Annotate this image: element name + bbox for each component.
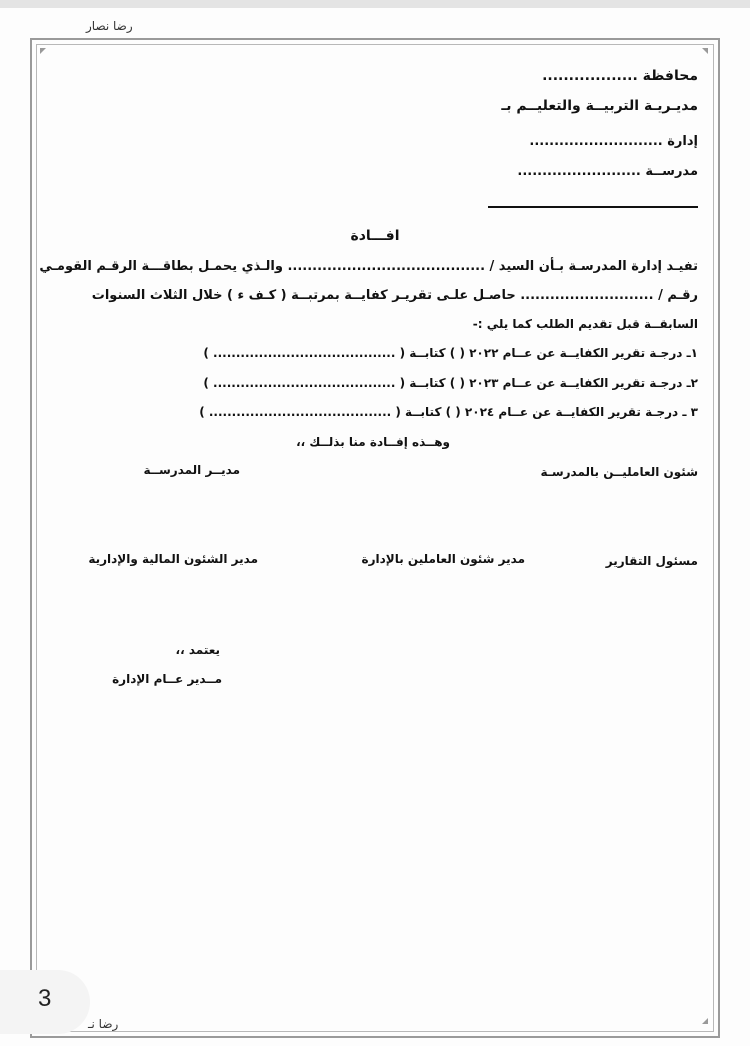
signature-reports-officer: مسئول التقارير <box>605 554 698 568</box>
grade-item-2023: ٢ـ درجـة تقرير الكفايــة عن عــام ٢٠٢٣ ( ) كتابــة ( ........................................ ) <box>203 376 698 390</box>
page-number: 3 <box>38 985 52 1012</box>
body-line-2: رقـم / ........................... حاصـل علـى تقريـر كفايــة بمرتبــة ( كـف ء ) خلال الثلاث السنوات <box>91 288 698 303</box>
top-strip <box>0 0 750 8</box>
signature-principal: مديــر المدرســة <box>143 463 240 477</box>
approved-label: يعتمد ،، <box>175 643 220 657</box>
header-divider <box>488 206 698 208</box>
corner-mark-icon <box>702 1018 708 1024</box>
grade-item-2024: ٣ ـ درجـة تقرير الكفايــة عن عــام ٢٠٢٤ ( ) كتابــة ( ........................................ ) <box>199 405 698 419</box>
body-line-3: السابقــة قبل تقديم الطلب كما يلي :- <box>472 317 698 331</box>
administration-line: إدارة ........................... <box>529 134 698 149</box>
closing-line: وهــذه إفــادة منا بذلــك ،، <box>296 435 450 449</box>
document-title: افـــادة <box>350 228 400 244</box>
school-line: مدرســة ......................... <box>517 164 698 179</box>
governorate-line: محافظة .................. <box>542 68 698 84</box>
corner-mark-icon <box>40 48 46 54</box>
corner-mark-icon <box>702 48 708 54</box>
signature-hr-admin: مدير شئون العاملين بالإدارة <box>361 552 525 566</box>
page-border-inner <box>36 44 714 1032</box>
watermark-bottom: رضا نـ <box>88 1017 119 1031</box>
signature-general-manager: مــدير عــام الإدارة <box>112 672 222 686</box>
grade-item-2022: ١ـ درجـة تقرير الكفايــة عن عــام ٢٠٢٢ ( ) كتابــة ( ........................................ ) <box>203 346 698 360</box>
watermark-top: رضا نصار <box>86 19 133 33</box>
signature-hr-school: شئون العامليــن بالمدرسـة <box>540 465 698 479</box>
signature-finance-manager: مدير الشئون المالية والإدارية <box>88 552 258 566</box>
body-line-1: تفيـد إدارة المدرسـة بـأن السيد / ........................................ والـذي يحمـل بطاقـــة الرقـم القومـي <box>39 259 698 274</box>
directorate-line: مديـريـة التربيــة والتعليــم بـ <box>501 98 698 114</box>
